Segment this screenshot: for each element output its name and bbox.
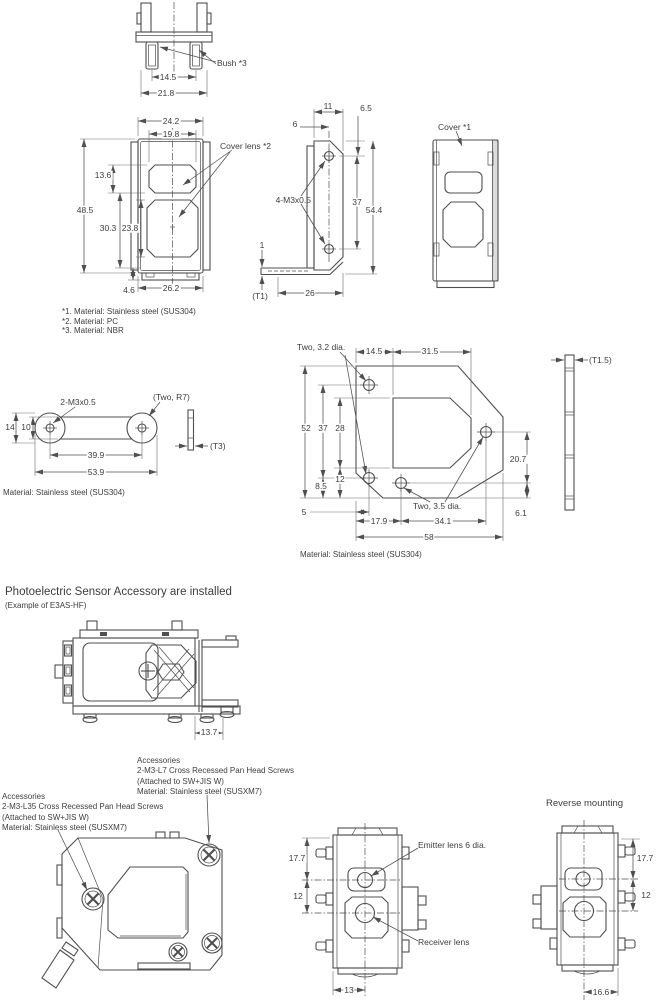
reverse-mounting-view-drawing	[520, 810, 660, 1005]
dim-label: 1	[259, 239, 265, 250]
dim-label: 21.8	[157, 87, 175, 98]
accessories-line: (Attached to SW+JIS W)	[2, 812, 89, 822]
dim-label: 6	[292, 118, 298, 129]
dim-label: 13.7	[200, 726, 218, 737]
hole-spec-label: Two, 3.5 dia.	[413, 500, 462, 511]
bracket-side-view-drawing	[248, 95, 398, 310]
dim-label: 20.7	[509, 453, 527, 464]
dim-label: 24.2	[162, 115, 180, 126]
material-note-2: *2. Material: PC	[62, 316, 119, 326]
accessories-line: Material: Stainless steel (SUSXM7)	[137, 786, 262, 796]
dim-label: 17.7	[288, 852, 306, 863]
dim-label: 12	[641, 889, 651, 900]
cover-view-drawing	[420, 115, 510, 295]
dim-label: 37	[318, 422, 328, 433]
hole-spec-label: Two, 3.2 dia.	[297, 341, 346, 352]
dim-label: 6.1	[515, 507, 527, 518]
dim-label: 54.4	[365, 204, 383, 215]
accessories-line: Accessories	[2, 792, 46, 801]
dim-label: 16.6	[592, 986, 610, 997]
cover-lens-label: Cover lens *2	[220, 140, 272, 151]
material-label: Material: Stainless steel (SUS304)	[300, 550, 422, 559]
dim-label: 31.5	[421, 345, 439, 356]
dim-label: 4.6	[123, 284, 135, 295]
receiver-lens-label: Receiver lens	[418, 936, 470, 947]
dim-label: 58	[424, 531, 434, 542]
accessories-line: 2-M3-L35 Cross Recessed Pan Head Screws	[2, 802, 164, 812]
dim-label: 48.5	[76, 204, 94, 215]
dim-label: 19.8	[162, 128, 180, 139]
accessories-line: 2-M3-L7 Cross Recessed Pan Head Screws	[137, 766, 294, 776]
dim-label: 53.9	[87, 466, 105, 477]
dim-label: 52	[301, 422, 311, 433]
material-note-1: *1. Material: Stainless steel (SUS304)	[62, 307, 196, 316]
dim-label: 8.5	[315, 480, 327, 491]
dim-label: 11	[323, 100, 333, 111]
dim-label: 30.3	[99, 222, 117, 233]
dim-label: 12	[335, 473, 345, 484]
dim-label: 17.9	[370, 515, 388, 526]
accessories-note-left	[2, 792, 163, 833]
thickness-ref-label: (T1.5)	[589, 354, 612, 365]
dim-label: 14	[5, 421, 15, 432]
accessories-line: (Attached to SW+JIS W)	[137, 776, 224, 786]
reverse-mounting-heading: Reverse mounting	[546, 798, 624, 809]
dim-label: 14.5	[159, 71, 177, 82]
accessories-note-top	[137, 756, 294, 797]
dim-label: 13	[344, 984, 354, 995]
accessories-line: Material: Stainless steel (SUSXM7)	[2, 822, 127, 832]
dim-label: 34.1	[434, 515, 452, 526]
dim-label: 26	[305, 287, 315, 298]
section-heading: Photoelectric Sensor Accessory are installed	[5, 586, 232, 598]
dim-label: 14.5	[365, 345, 383, 356]
dim-label: 5	[301, 506, 307, 517]
material-label: Material: Stainless steel (SUS304)	[3, 488, 125, 497]
section-subheading: (Example of E3AS-HF)	[5, 601, 87, 610]
thread-label: 4-M3x0.5	[275, 194, 311, 205]
dim-label: 17.7	[636, 852, 654, 863]
bush-part-label: Bush *3	[217, 57, 247, 68]
dim-label: 37	[352, 196, 362, 207]
dim-label: 28	[335, 422, 345, 433]
material-note-3: *3. Material: NBR	[62, 326, 124, 335]
mounting-plate-view-drawing	[295, 335, 555, 565]
dim-label: 6.5	[360, 102, 372, 113]
bush-top-view-drawing	[120, 0, 250, 100]
dim-label: 10	[21, 421, 31, 432]
dim-label: 12	[293, 890, 303, 901]
assembly-view-drawing	[38, 615, 265, 745]
dim-label: 23.8	[121, 222, 139, 233]
emitter-lens-label: Emitter lens 6 dia.	[418, 839, 487, 850]
strip-side-view-drawing	[550, 345, 660, 515]
flat-bar-view-drawing	[0, 388, 240, 500]
thickness-ref-label: (T3)	[210, 440, 226, 451]
dim-label: 13.6	[94, 169, 112, 180]
radius-label: (Two, R7)	[153, 391, 190, 402]
thread-label: 2-M3x0.5	[60, 396, 96, 407]
accessories-line: Accessories	[137, 756, 181, 765]
dim-label: 26.2	[162, 282, 180, 293]
thickness-ref-label: (T1)	[252, 290, 268, 301]
cover-part-label: Cover *1	[438, 121, 472, 132]
dim-label: 39.9	[87, 449, 105, 460]
